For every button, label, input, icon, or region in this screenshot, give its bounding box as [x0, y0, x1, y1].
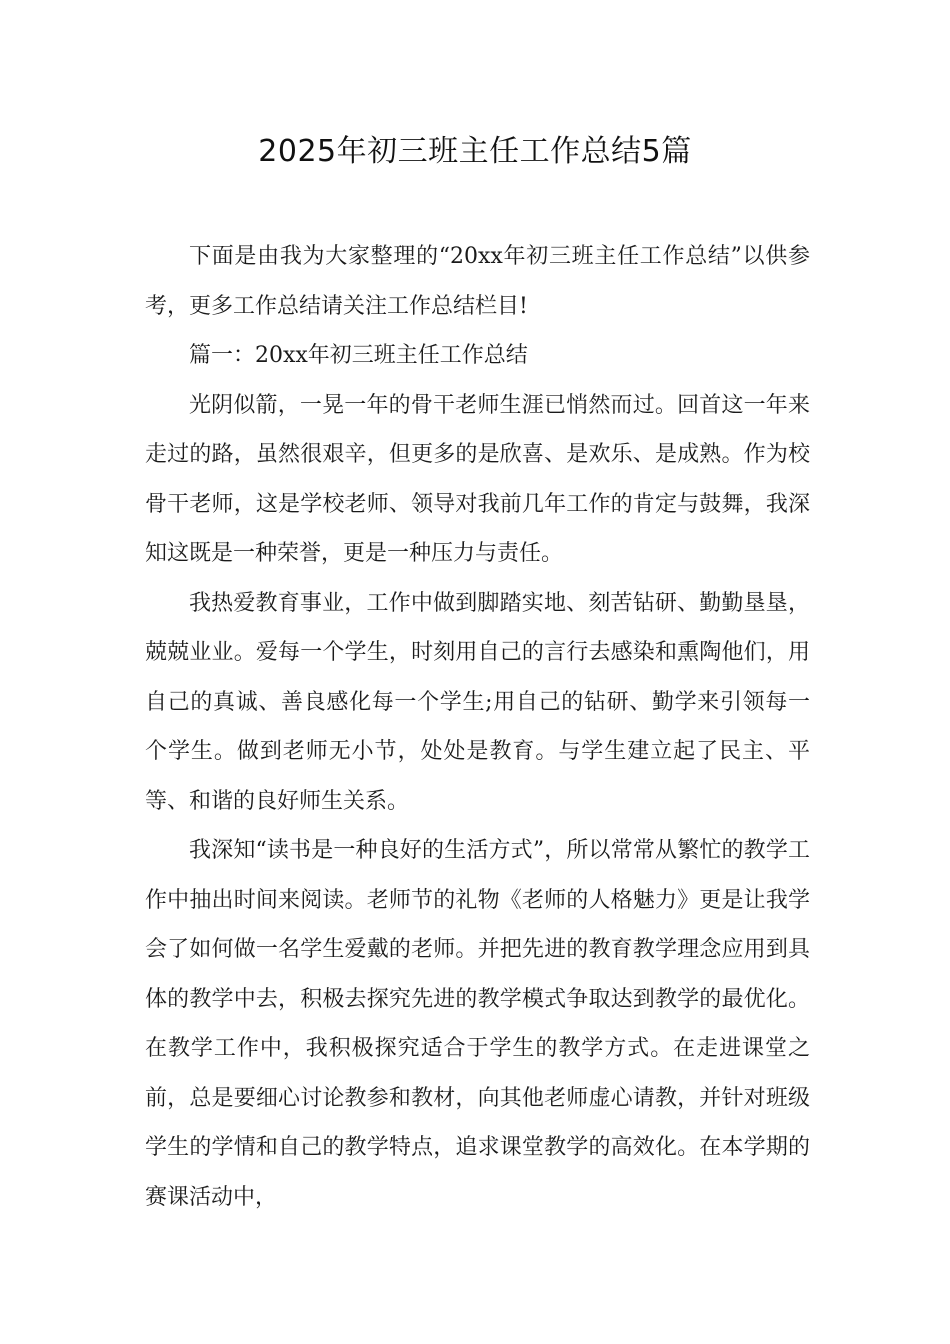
- document-body: [145, 232, 810, 1222]
- paragraph-2: 我热爱教育事业，工作中做到脚踏实地、刻苦钻研、勤勤垦垦，兢兢业业。爱每一个学生，时刻用自己的言行去感染和熏陶他们，用自己的真诚、善良感化每一个学生;用自己的钻研、勤学来引领每一个学生。做到老师无小节，处处是教育。与学生建立起了民主、平等、和谐的良好师生关系。: [145, 590, 810, 814]
- paragraph-3: 我深知“读书是一种良好的生活方式”，所以常常从繁忙的教学工作中抽出时间来阅读。老师节的礼物《老师的人格魅力》更是让我学会了如何做一名学生爱戴的老师。并把先进的教育教学理念应用到具体的教学中去，积极去探究先进的教学模式争取达到教学的最优化。 在教学工作中，我积极探究适合于学生的教学方式。在走进课堂之前，总是要细心讨论教参和教材，向其他老师虚心请教，并针对班级学生的学情和自己的教学特点，追求课堂教学的高效化。在本学期的赛课活动中，: [145, 838, 810, 1210]
- section-heading-1: 篇一：20xx年初三班主任工作总结: [189, 343, 528, 368]
- paragraph-1: 光阴似箭，一晃一年的骨干老师生涯已悄然而过。回首这一年来走过的路，虽然很艰辛，但更多的是欣喜、是欢乐、是成熟。作为校骨干老师，这是学校老师、领导对我前几年工作的肯定与鼓舞，我深知这既是一种荣誉，更是一种压力与责任。: [145, 392, 810, 566]
- document-title: 2025年初三班主任工作总结5篇: [258, 134, 692, 169]
- paragraph-intro: 下面是由我为大家整理的“20xx年初三班主任工作总结”以供参考，更多工作总结请关注工作总结栏目!: [145, 244, 810, 319]
